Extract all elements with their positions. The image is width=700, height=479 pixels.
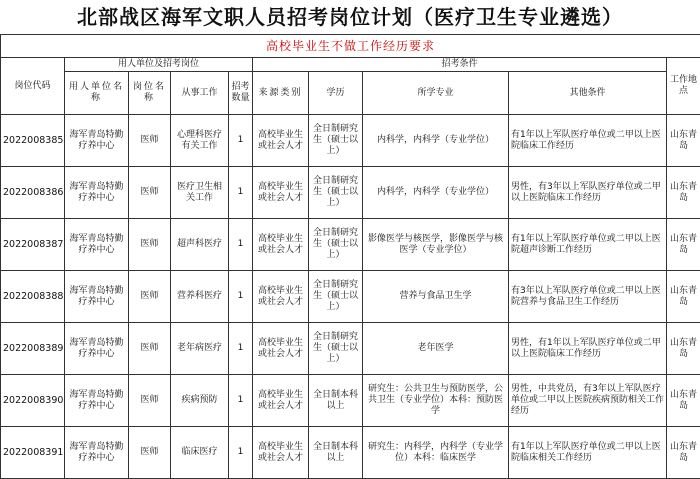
- other-cell: 有1年以上军队医疗单位或二甲以上医院临床工作经历: [509, 115, 667, 167]
- recruitment-table: [0, 34, 700, 479]
- employer-cell: 海军青岛特勤疗养中心: [65, 219, 129, 271]
- other-cell: 有3年以上军队医疗单位或二甲以上医院营养与食品卫生工作经历: [509, 271, 667, 323]
- post-code-cell: 2022008386: [1, 167, 65, 219]
- post-name-cell: 医师: [129, 323, 171, 375]
- location-cell: 山东青岛: [667, 427, 700, 479]
- count-cell: 1: [229, 167, 253, 219]
- table-row: [1, 167, 700, 219]
- header-work: 从事工作: [171, 72, 229, 115]
- source-cell: 高校毕业生或社会人才: [253, 219, 309, 271]
- count-cell: 1: [229, 271, 253, 323]
- education-cell: 全日制研究生（硕士以上）: [309, 271, 363, 323]
- employer-cell: 海军青岛特勤疗养中心: [65, 271, 129, 323]
- location-cell: 山东青岛: [667, 375, 700, 427]
- work-cell: 老年病医疗: [171, 323, 229, 375]
- major-cell: 研究生：内科学，内科学（专业学位）本科：临床医学: [363, 427, 509, 479]
- location-cell: 山东青岛: [667, 323, 700, 375]
- source-cell: 高校毕业生或社会人才: [253, 271, 309, 323]
- count-cell: 1: [229, 427, 253, 479]
- work-cell: 超声科医疗: [171, 219, 229, 271]
- post-name-cell: 医师: [129, 167, 171, 219]
- other-cell: 有1年以上军队医疗单位或二甲以上医院超声诊断工作经历: [509, 219, 667, 271]
- source-cell: 高校毕业生或社会人才: [253, 167, 309, 219]
- table-row: [1, 375, 700, 427]
- employer-cell: 海军青岛特勤疗养中心: [65, 427, 129, 479]
- post-name-cell: 医师: [129, 427, 171, 479]
- table-row: [1, 323, 700, 375]
- count-cell: 1: [229, 375, 253, 427]
- header-other: 其他条件: [509, 72, 667, 115]
- education-cell: 全日制研究生（硕士以上）: [309, 219, 363, 271]
- work-cell: 心理科医疗有关工作: [171, 115, 229, 167]
- other-cell: 男性，有1年以上军队医疗单位或二甲以上医院临床工作经历: [509, 323, 667, 375]
- post-code-cell: 2022008388: [1, 271, 65, 323]
- education-cell: 全日制本科以上: [309, 375, 363, 427]
- source-cell: 高校毕业生或社会人才: [253, 115, 309, 167]
- employer-cell: 海军青岛特勤疗养中心: [65, 115, 129, 167]
- location-cell: 山东青岛: [667, 219, 700, 271]
- page-title: 北部战区海军文职人员招考岗位计划（医疗卫生专业遴选）: [0, 0, 700, 34]
- header-education: 学历: [309, 72, 363, 115]
- major-cell: 营养与食品卫生学: [363, 271, 509, 323]
- major-cell: 老年医学: [363, 323, 509, 375]
- location-cell: 山东青岛: [667, 271, 700, 323]
- post-code-cell: 2022008387: [1, 219, 65, 271]
- other-cell: 有1年以上军队医疗单位或二甲以上医院临床相关工作经历: [509, 427, 667, 479]
- work-cell: 医疗卫生相关工作: [171, 167, 229, 219]
- header-source: 来源类别: [253, 72, 309, 115]
- table-row: [1, 271, 700, 323]
- header-major: 所学专业: [363, 72, 509, 115]
- work-cell: 营养科医疗: [171, 271, 229, 323]
- table-row: [1, 427, 700, 479]
- work-cell: 疾病预防: [171, 375, 229, 427]
- header-location: 工作地点: [667, 58, 700, 115]
- post-code-cell: 2022008389: [1, 323, 65, 375]
- notice-text: 高校毕业生不做工作经历要求: [1, 35, 700, 58]
- other-cell: 男性，中共党员，有3年以上军队医疗单位或二甲以上医院疾病预防相关工作经历: [509, 375, 667, 427]
- major-cell: 研究生：公共卫生与预防医学，公共卫生（专业学位）本科：预防医学: [363, 375, 509, 427]
- education-cell: 全日制研究生（硕士以上）: [309, 167, 363, 219]
- education-cell: 全日制本科以上: [309, 427, 363, 479]
- location-cell: 山东青岛: [667, 167, 700, 219]
- post-name-cell: 医师: [129, 271, 171, 323]
- post-name-cell: 医师: [129, 115, 171, 167]
- count-cell: 1: [229, 115, 253, 167]
- count-cell: 1: [229, 323, 253, 375]
- header-group-requirements: 招考条件: [253, 58, 667, 72]
- education-cell: 全日制研究生（硕士以上）: [309, 323, 363, 375]
- header-post-code: 岗位代码: [1, 58, 65, 115]
- employer-cell: 海军青岛特勤疗养中心: [65, 167, 129, 219]
- employer-cell: 海军青岛特勤疗养中心: [65, 323, 129, 375]
- major-cell: 内科学，内科学（专业学位）: [363, 167, 509, 219]
- major-cell: 内科学，内科学（专业学位）: [363, 115, 509, 167]
- location-cell: 山东青岛: [667, 115, 700, 167]
- table-row: [1, 115, 700, 167]
- source-cell: 高校毕业生或社会人才: [253, 427, 309, 479]
- other-cell: 男性，有3年以上军队医疗单位或二甲以上医院临床工作经历: [509, 167, 667, 219]
- post-code-cell: 2022008385: [1, 115, 65, 167]
- post-code-cell: 2022008390: [1, 375, 65, 427]
- employer-cell: 海军青岛特勤疗养中心: [65, 375, 129, 427]
- source-cell: 高校毕业生或社会人才: [253, 375, 309, 427]
- education-cell: 全日制研究生（硕士以上）: [309, 115, 363, 167]
- post-name-cell: 医师: [129, 219, 171, 271]
- post-code-cell: 2022008391: [1, 427, 65, 479]
- header-employer: 用人单位名称: [65, 72, 129, 115]
- major-cell: 影像医学与核医学，影像医学与核医学（专业学位）: [363, 219, 509, 271]
- work-cell: 临床医疗: [171, 427, 229, 479]
- source-cell: 高校毕业生或社会人才: [253, 323, 309, 375]
- table-row: [1, 219, 700, 271]
- header-count: 招考数量: [229, 72, 253, 115]
- count-cell: 1: [229, 219, 253, 271]
- post-name-cell: 医师: [129, 375, 171, 427]
- header-group-employer: 用人单位及招考岗位: [65, 58, 253, 72]
- header-post-name: 岗位名称: [129, 72, 171, 115]
